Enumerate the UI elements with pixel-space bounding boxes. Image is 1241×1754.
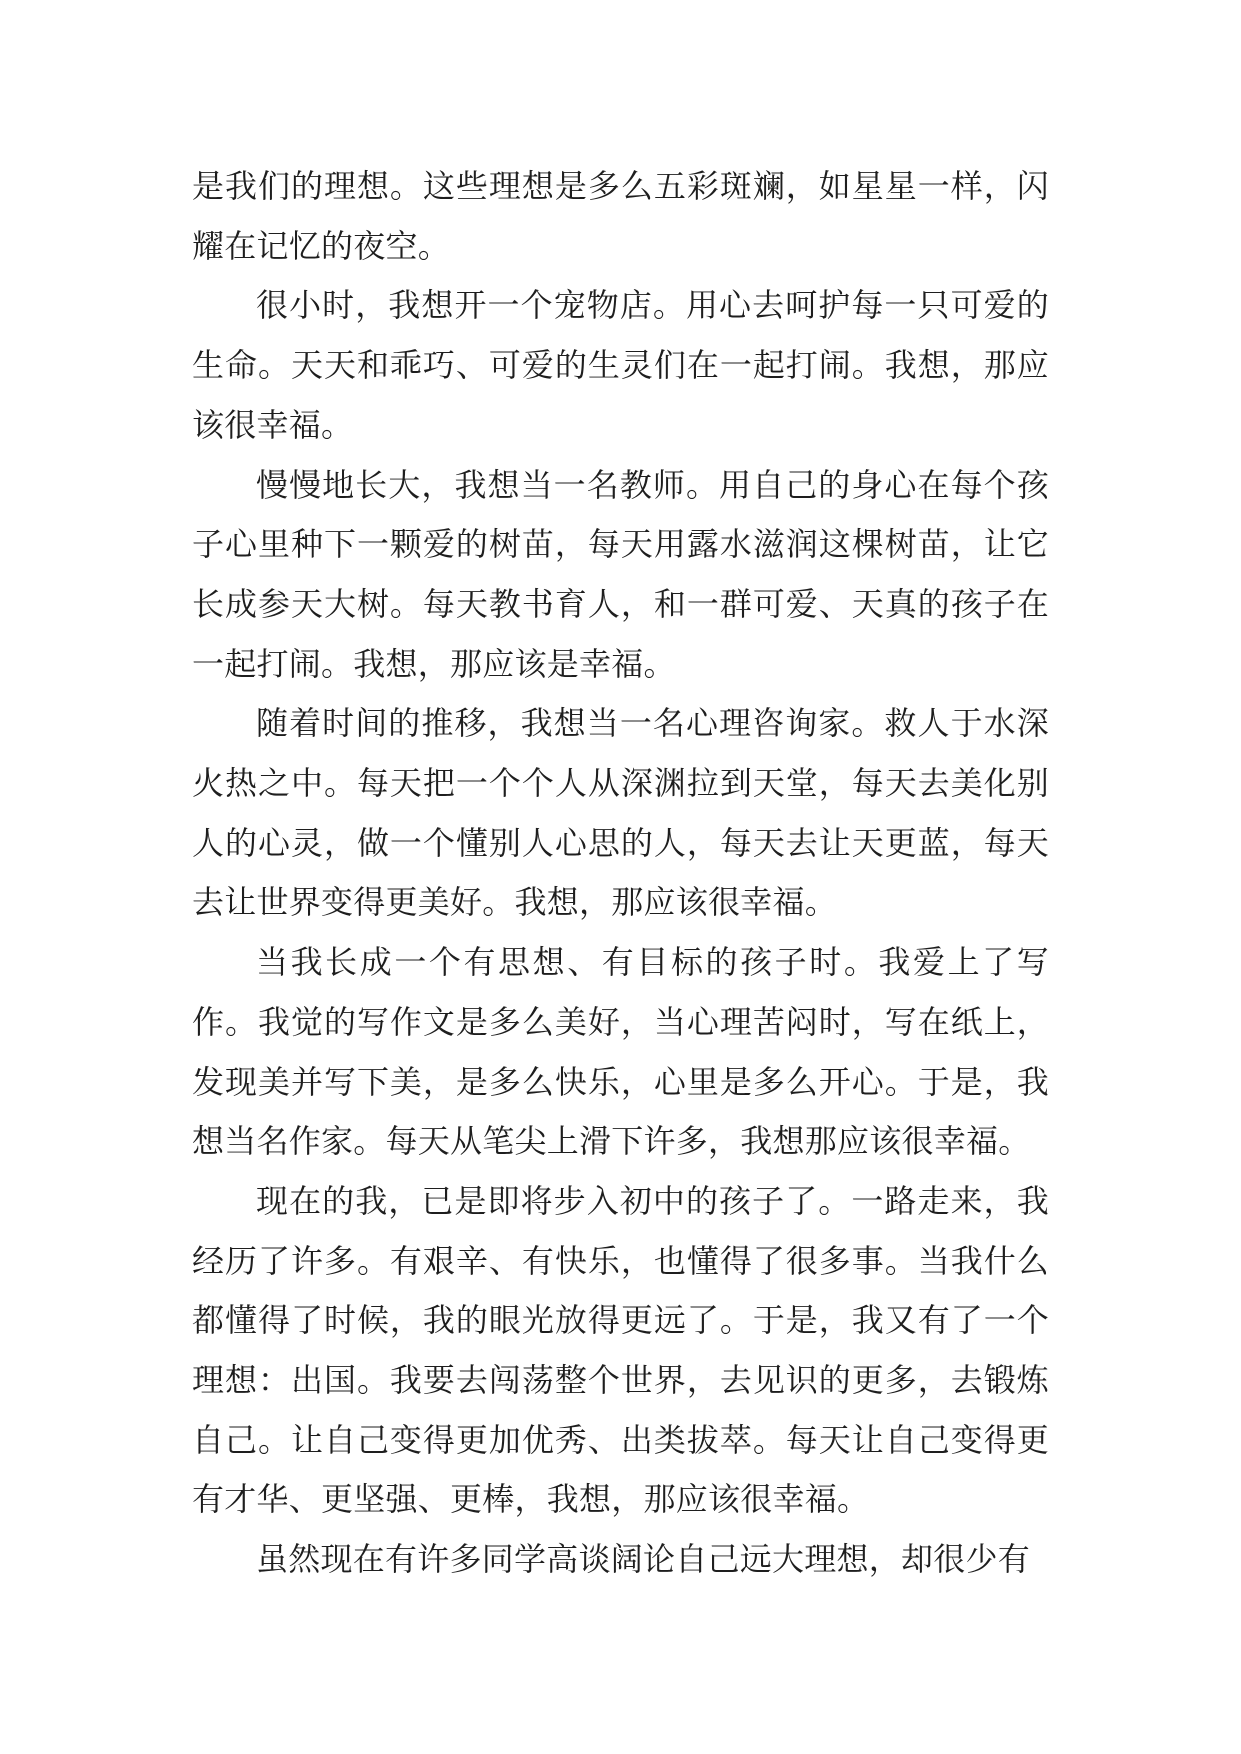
paragraph-4: 随着时间的推移，我想当一名心理咨询家。救人于水深火热之中。每天把一个个人从深渊拉到天堂，每天去美化别人的心灵，做一个懂别人心思的人，每天去让天更蓝，每天去让世界变得更美好。我想，那应该很幸福。 [192,704,1049,922]
document-page [192,157,1049,1590]
paragraph-2: 很小时，我想开一个宠物店。用心去呵护每一只可爱的生命。天天和乖巧、可爱的生灵们在一起打闹。我想，那应该很幸福。 [192,286,1049,444]
paragraph-7: 虽然现在有许多同学高谈阔论自己远大理想，却很少有 [256,1540,1031,1579]
paragraph-6: 现在的我，已是即将步入初中的孩子了。一路走来，我经历了许多。有艰辛、有快乐，也懂得了很多事。当我什么都懂得了时候，我的眼光放得更远了。于是，我又有了一个理想：出国。我要去闯荡整个世界，去见识的更多，去锻炼自己。让自己变得更加优秀、出类拔萃。每天让自己变得更有才华、更坚强、更棒，我想，那应该很幸福。 [192,1181,1049,1519]
paragraph-1: 是我们的理想。这些理想是多么五彩斑斓，如星星一样，闪耀在记忆的夜空。 [192,167,1049,265]
paragraph-3: 慢慢地长大，我想当一名教师。用自己的身心在每个孩子心里种下一颗爱的树苗，每天用露水滋润这棵树苗，让它长成参天大树。每天教书育人，和一群可爱、天真的孩子在一起打闹。我想，那应该是幸福。 [192,465,1049,683]
paragraph-5: 当我长成一个有思想、有目标的孩子时。我爱上了写作。我觉的写作文是多么美好，当心理苦闷时，写在纸上，发现美并写下美，是多么快乐，心里是多么开心。于是，我想当名作家。每天从笔尖上滑下许多，我想那应该很幸福。 [192,943,1049,1161]
